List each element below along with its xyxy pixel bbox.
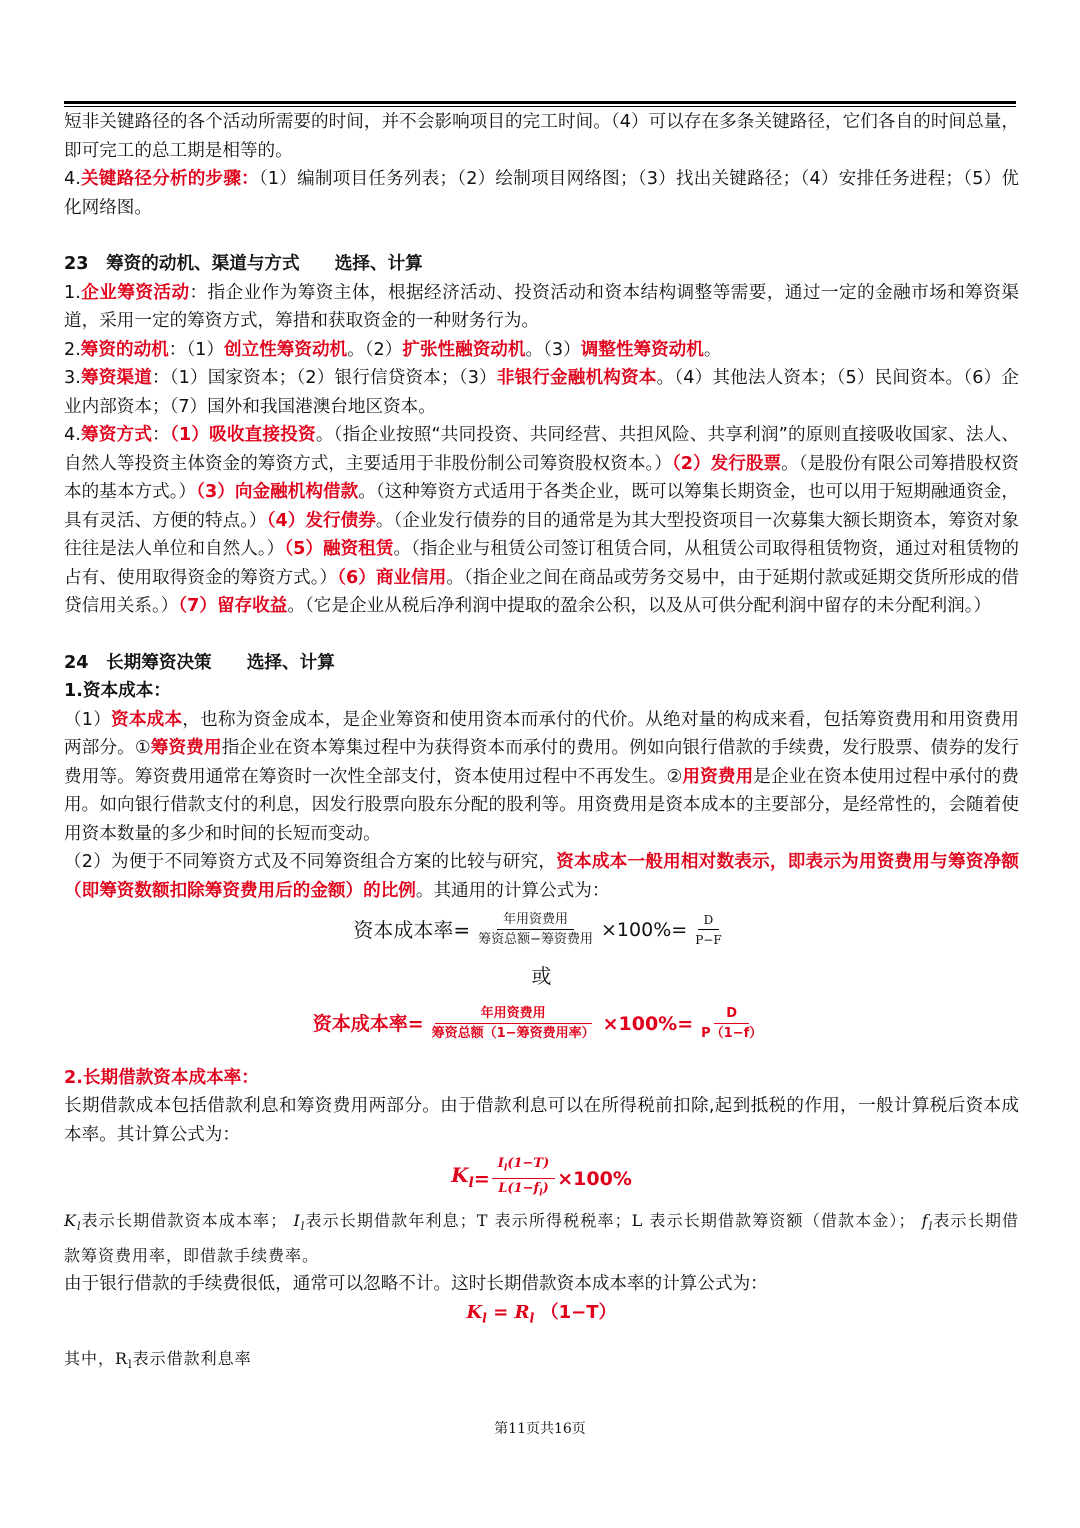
subheading-long-term-loan-cost: 2.长期借款资本成本率： [64, 1067, 259, 1088]
fraction-capital-cost-alt: $\frac{\text{年用资费用}}{\text{筹资总额（1−筹资费用率）}}$ [431, 1005, 595, 1041]
fraction-interest-over-loan: $\frac{I_l(1-T)}{L(1-f_l)}$ [492, 1155, 555, 1203]
header-rule-thick [64, 101, 1016, 104]
paragraph-long-term-loan: 长期借款成本包括借款利息和筹资费用两部分。由于借款利息可以在所得税前扣除,起到抵税的作用，一般计算税后资本成本率。其计算公式为： [64, 1096, 1019, 1145]
paragraph-financing-methods: 4.筹资方式：（1）吸收直接投资。（指企业按照“共同投资、共同经营、共担风险、共享利润”的原则直接吸收国家、法人、自然人等投资主体资金的筹资方式，主要适用于非股份制公司筹资股权资本。）（2）发行股票。（是股份有限公司筹措股权资本的基本方式。）（3）向金融机构借款。（这种筹资方式适用于各类企业，既可以筹集长期资金，也可以用于短期融通资金，具有灵活、方便的特点。）（4）发行债券。（企业发行债券的目的通常是为其大型投资项目一次募集大额长期资本，筹资对象往往是法人单位和自然人。）（5）融资租赁。（指企业与租赁公司签订租赁合同，从租赁公司取得租赁物资，通过对租赁物的占有、使用取得资金的筹资方式。）（6）商业信用。（指企业之间在商品或劳务交易中，由于延期付款或延期交货所形成的借贷信用关系。）（7）留存收益。（它是企业从税后净利润中提取的盈余公积，以及从可供分配利润中留存的未分配利润。） [64, 425, 1019, 616]
section-heading-24: 24 长期筹资决策 选择、计算 [64, 652, 335, 673]
subheading-capital-cost: 1.资本成本： [64, 681, 171, 701]
paragraph-capital-cost-definition: （1）资本成本，也称为资金成本，是企业筹资和使用资本而承付的代价。从绝对量的构成来看，包括筹资费用和用资费用两部分。①筹资费用指企业在资本筹集过程中为获得资本而承付的费用。例如向银行借款的手续费，发行股票、债券的发行费用等。筹资费用通常在筹资时一次性全部支付，资本使用过程中不再发生。②用资费用是企业在资本使用过程中承付的费用。如向银行借款支付的利息，因发行股票向股东分配的股利等。用资费用是资本成本的主要部分，是经常性的，会随着使用资本数量的多少和时间的长短而变动。 [64, 709, 1019, 844]
paragraph-critical-path-steps: 4.关键路径分析的步骤：（1）编制项目任务列表；（2）绘制项目网络图；（3）找出关键路径；（4）安排任务进程；（5）优化网络图。 [64, 169, 1019, 218]
document-body [64, 108, 1019, 1380]
paragraph-critical-path-note: 短非关键路径的各个活动所需要的时间，并不会影响项目的完工时间。（4）可以存在多条关键路径，它们各自的时间总量，即可完工的总工期是相等的。 [64, 112, 1019, 161]
paragraph-financing-motives: 2.筹资的动机：（1）创立性筹资动机。（2）扩张性融资动机。（3）调整性筹资动机。 [64, 339, 722, 360]
paragraph-financing-activity: 1.企业筹资活动：指企业作为筹资主体，根据经济活动、投资活动和资本结构调整等需要，通过一定的金融市场和筹资渠道，采用一定的筹资方式，筹措和获取资金的一种财务行为。 [64, 282, 1019, 331]
header-rule-thin [64, 106, 1016, 107]
fraction-capital-cost: $\frac{\text{年用资费用}}{\text{筹资总额−筹资费用}}$ [478, 912, 594, 947]
formula-simplified-loan-cost: $K_l = R_l$ （1−T） [466, 1301, 617, 1326]
formula-capital-cost-rate: 资本成本率= $\frac{\text{年用资费用}}{\text{筹资总额−筹资费用}}$ ×100%= $\frac{D}{P-F}$ [64, 911, 1019, 950]
paragraph-symbol-legend: $K_l$表示长期借款资本成本率； $I_l$表示长期借款年利息；T 表示所得税税率；L 表示长期借款筹资额（借款本金）； $f_l$表示长期借款筹资费用率，即借款手续费率。 [64, 1211, 1019, 1265]
paragraph-interest-rate-note: 其中，$R_l$表示借款利息率 [64, 1348, 252, 1372]
formula-long-term-loan-cost: $K_l$ = $\frac{I_l(1-T)}{L(1-f_l)}$ ×100% [64, 1155, 1019, 1203]
or-separator: 或 [531, 964, 552, 988]
paragraph-fee-ignored: 由于银行借款的手续费很低，通常可以忽略不计。这时长期借款资本成本率的计算公式为： [64, 1274, 768, 1295]
fraction-d-over-p-minus-f: $\frac{D}{P-F}$ [695, 913, 722, 947]
paragraph-capital-cost-ratio: （2）为便于不同筹资方式及不同筹资组合方案的比较与研究，资本成本一般用相对数表示，即表示为用资费用与筹资净额（即筹资数额扣除筹资费用后的金额）的比例。其通用的计算公式为： [64, 852, 1019, 901]
section-heading-23: 23 筹资的动机、渠道与方式 选择、计算 [64, 254, 423, 274]
fraction-d-over-p-one-minus-f: $\frac{D}{P(1-f)}$ [701, 1005, 763, 1041]
formula-capital-cost-rate-alt: 资本成本率= $\frac{\text{年用资费用}}{\text{筹资总额（1−筹资费用率）}}$ ×100%= $\frac{D}{P(1-f)}$ [64, 1005, 1019, 1044]
paragraph-financing-channels: 3.筹资渠道：（1）国家资本；（2）银行信贷资本；（3）非银行金融机构资本。（4）其他法人资本；（5）民间资本。（6）企业内部资本；（7）国外和我国港澳台地区资本。 [64, 368, 1019, 417]
label-critical-path-steps: 关键路径分析的步骤： [80, 169, 259, 189]
page-footer: 第11页共16页 [494, 1421, 586, 1437]
